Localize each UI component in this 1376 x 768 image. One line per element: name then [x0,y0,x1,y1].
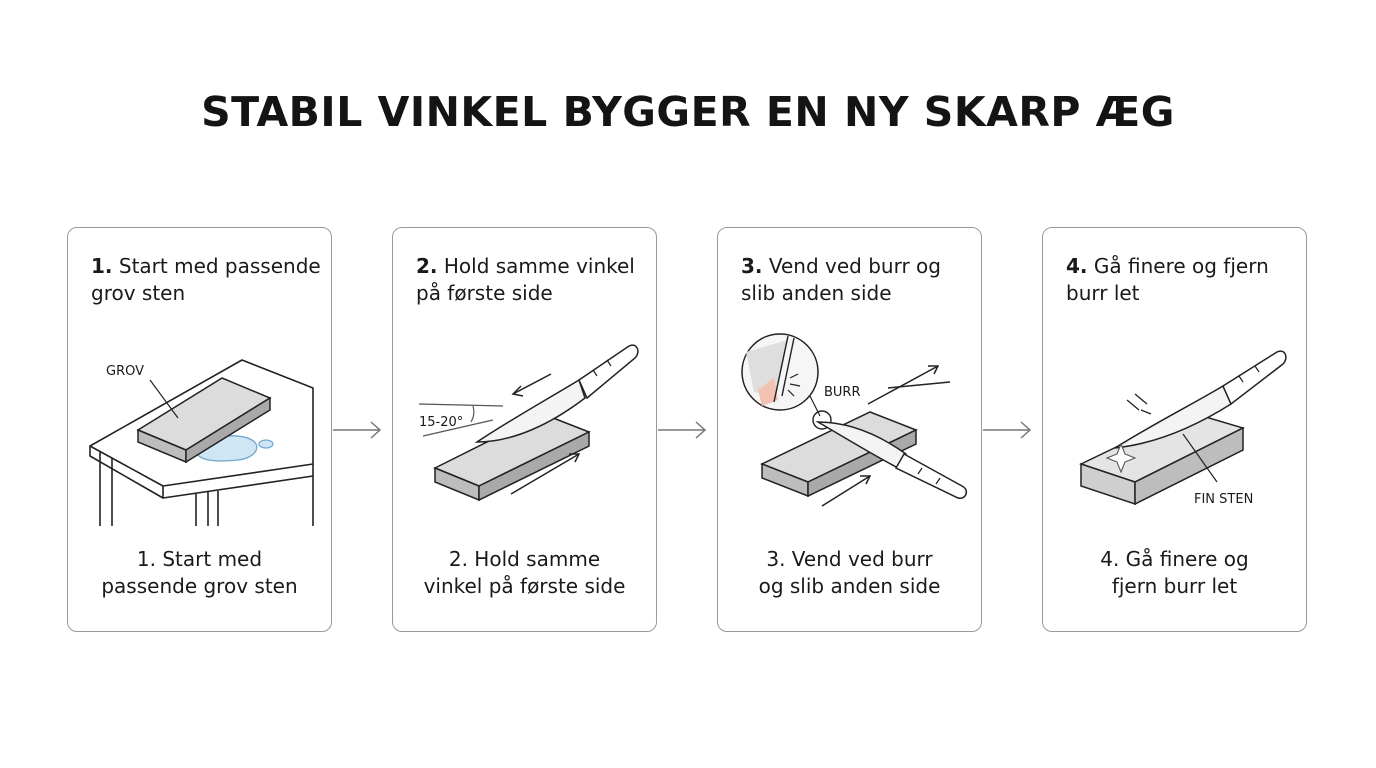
caption-line: 2. Hold samme [448,547,601,571]
angle-label: 15-20° [419,415,464,430]
caption-line: og slib anden side [758,574,941,598]
step-caption-3 [718,546,981,600]
caption-line: 3. Vend ved burr [766,547,933,571]
next-step-arrow-icon [658,418,710,442]
step-number: 1. [91,254,113,278]
step-caption-2 [393,546,656,600]
caption-line: passende grov sten [101,574,298,598]
step-number: 3. [741,254,763,278]
step-card-3 [717,227,982,632]
stone-label: GROV [106,364,145,379]
page-title: STABIL VINKEL BYGGER EN NY SKARP ÆG [201,88,1175,136]
caption-line: fjern burr let [1111,574,1238,598]
step-heading-text: Hold samme vinkel på første side [416,254,635,305]
step-heading-text: Vend ved burr og slib anden side [741,254,941,305]
step-card-2 [392,227,657,632]
step-heading-text: Start med passende grov sten [91,254,321,305]
step-caption-1 [68,546,331,600]
burr-label: BURR [824,385,861,400]
step-number: 4. [1066,254,1088,278]
step-caption-4 [1043,546,1306,600]
next-step-arrow-icon [333,418,385,442]
caption-line: 1. Start med [136,547,263,571]
next-step-arrow-icon [983,418,1035,442]
step-card-4 [1042,227,1307,632]
step-number: 2. [416,254,438,278]
step-card-1 [67,227,332,632]
fine-stone-label: FIN STEN [1194,492,1254,507]
caption-line: vinkel på første side [423,574,626,598]
caption-line: 4. Gå finere og [1100,547,1249,571]
step-heading-text: Gå finere og fjern burr let [1066,254,1269,305]
